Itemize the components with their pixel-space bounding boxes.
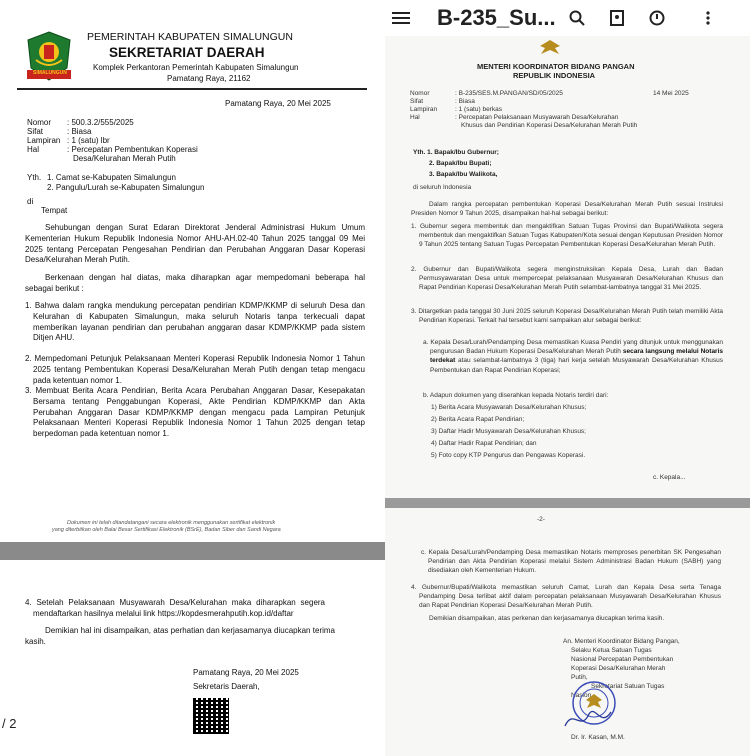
r-item-a	[423, 338, 723, 375]
r-doc-1: 1) Berita Acara Musyawarah Desa/Kelurahan Khusus;	[431, 404, 587, 411]
signature-date: Pamatang Raya, 20 Mei 2025	[193, 668, 299, 677]
r-sifat-label: Sifat	[410, 98, 424, 105]
r-sig-7: Nasion	[571, 692, 592, 699]
gov-heading: PEMERINTAH KABUPATEN SIMALUNGUN	[87, 31, 293, 43]
r-page-number: -2-	[537, 516, 545, 523]
r-item-a-text: a. Kepala Desa/Lurah/Pendamping Desa memastikan Kuasa Pendiri yang ditunjuk untuk menggunakan pengurusan Badan Hukum Koperasi Desa/Kelurahan Merah Putih	[423, 339, 723, 356]
r-recipient-2: 2. Bapak/Ibu Bupati;	[429, 160, 492, 167]
e-sign-footnote-1: Dokumen ini telah ditandatangani secara elektronik menggunakan sertifikat elektronik	[67, 520, 276, 526]
list-item-1: 1. Bahwa dalam rangka mendukung percepatan pendirian KDMP/KKMP di seluruh Desa dan Kelurahan di Kabupaten Simalungun, maka seluruh Notaris tanpa terkecuali dapat memberikan layanan pendirian dan perubahan anggaran dasar KDMP/KKMP pada sistem Ditjen AHU.	[25, 301, 365, 343]
paragraph-2: Berkenaan dengan hal diatas, maka diharapkan agar mempedomani beberapa hal sebagai berikut :	[25, 273, 365, 293]
r-hal-value-2: Khusus dan Pendirian Koperasi Desa/Kelurahan Merah Putih	[461, 122, 638, 129]
r-letter-date: 14 Mei 2025	[653, 90, 689, 97]
paragraph-1: Sehubungan dengan Surat Edaran Direktorat Jenderal Administrasi Hukum Umum Kementerian Hukum Republik Indonesia Nomor AHU-AH.02-40 Tahun 2025 tanggal 09 Mei 2025 tentang Percepatan Pengesahan Pendirian dan Perubahan Anggaran Dasar Koperasi Desa/Kelurahan Merah Putih.	[25, 223, 365, 265]
r-sig-4: Koperasi Desa/Kelurahan Merah	[571, 665, 666, 672]
r-recipient-1: Yth. 1. Bapak/Ibu Gubernur;	[413, 149, 499, 156]
r-lampiran-value: : 1 (satu) berkas	[455, 106, 502, 113]
r-sifat-value: : Biasa	[455, 98, 475, 105]
recipient-1: 1. Camat se-Kabupaten Simalungun	[47, 173, 176, 182]
header-rule	[17, 88, 367, 90]
list-item-2: 2. Mempedomani Petunjuk Pelaksanaan Menteri Koperasi Republik Indonesia Nomor 1 Tahun 2025 tentang Pembentukan Koperasi Desa/Kelurahan Merah Putih dengan tetap mengacu pada ketentuan nomor 1.	[25, 354, 365, 385]
r-doc-3: 3) Daftar Hadir Musyawarah Desa/Kelurahan Khusus;	[431, 428, 586, 435]
list-item-4: 4. Setelah Pelaksanaan Musyawarah Desa/Kelurahan maka diharapkan segera mendaftarkan hasilnya melalui link https://kopdesmerahputih.kop.id/daftar	[25, 598, 325, 618]
more-vertical-icon[interactable]	[701, 8, 715, 28]
r-di-label: di seluruh Indonesia	[413, 184, 472, 191]
qr-code	[193, 698, 229, 734]
search-icon[interactable]	[567, 8, 587, 28]
r-item-b: b. Adapun dokumen yang diserahkan kepada Notaris terdiri dari:	[423, 392, 609, 399]
timer-icon[interactable]	[647, 8, 667, 28]
page-indicator: / 2	[2, 716, 17, 731]
simalungun-logo: SIMALUNGUN	[24, 30, 74, 84]
r-item-1: 1. Gubernur segera membentuk dan mengaktifkan Satuan Tugas Provinsi dan Bupati/Walikota segera membentuk dan mengaktifkan Satuan Tugas Kabupaten/Kota sesuai dengan Keputusan Presiden Nomor 9 Tahun 2025 tentang Satuan Tugas Percepatan Pembentukan Koperasi Desa/Kelurahan Merah Putih.	[411, 223, 723, 249]
r-lampiran-label: Lampiran	[410, 106, 438, 113]
lampiran-value: : 1 (satu) lbr	[67, 136, 110, 145]
yth-label: Yth.	[27, 173, 42, 182]
r-sig-2: Selaku Ketua Satuan Tugas	[571, 647, 652, 654]
r-sig-6: Sekretariat Satuan Tugas	[591, 683, 665, 690]
office-heading: SEKRETARIAT DAERAH	[109, 45, 265, 60]
signature-scribble	[561, 704, 621, 734]
hal-value-1: : Percepatan Pembentukan Koperasi	[67, 145, 198, 154]
hal-label: Hal	[27, 145, 40, 154]
viewer-title: B-235_Su...	[437, 5, 556, 30]
r-closing: Demikian disampaikan, atas perkenan dan kerjasamanya diucapkan terima kasih.	[429, 615, 665, 622]
letter-page-1-simalungun	[7, 20, 377, 542]
ministry-line-2: REPUBLIK INDONESIA	[513, 71, 596, 80]
r-item-4: 4. Gubernur/Bupati/Walikota memastikan seluruh Camat, Lurah dan Kepala Desa serta Tenaga Pendamping Desa terlibat aktif dalam percepatan pelaksanaan Musyawarah Desa/Kelurahan Khusus dan Rapat Pendirian Koperasi Desa/Kelurahan Merah Putih.	[411, 584, 721, 610]
e-sign-footnote-2: yang diterbitkan oleh Balai Besar Sertifikasi Elektronik (BSrE), Badan Siber dan Sandi Negara	[52, 527, 281, 533]
hal-value-2: Desa/Kelurahan Merah Putih	[73, 154, 176, 163]
sifat-label: Sifat	[27, 127, 44, 136]
garuda-emblem	[537, 38, 563, 58]
r-nomor-label: Nomor	[410, 90, 430, 97]
ministry-line-1: MENTERI KOORDINATOR BIDANG PANGAN	[477, 62, 635, 71]
r-item-c: c. Kepala Desa/Lurah/Pendamping Desa memastikan Notaris memproses penerbitan SK Pengesahan Pendirian dan Akta Pendirian Koperasi melalui Sistem Administrasi Badan Hukum (SABH) yang disediakan oleh Kementerian Hukum.	[421, 549, 721, 575]
r-item-3: 3. Ditargetkan pada tanggal 30 Juni 2025 seluruh Koperasi Desa/Kelurahan Merah Putih telah memiliki Akta Pendirian Koperasi. Terkait hal tersebut kami sampaikan alur sebagai berikut:	[411, 308, 723, 325]
tempat-label: Tempat	[41, 206, 68, 215]
r-sig-5: Putih,	[571, 674, 588, 681]
letter-date: Pamatang Raya, 20 Mei 2025	[225, 99, 331, 108]
r-doc-5: 5) Foto copy KTP Pengurus dan Pengawas Koperasi.	[431, 452, 586, 459]
viewer-toolbar	[385, 0, 750, 36]
letter-page-2-simalungun	[7, 560, 377, 756]
r-recipient-3: 3. Bapak/Ibu Walikota,	[429, 171, 498, 178]
pdf-viewer-page-2	[385, 508, 750, 756]
r-item-a-bold: secara langsung melalui Notaris terdekat	[430, 348, 724, 365]
nomor-label: Nomor	[27, 118, 52, 127]
r-doc-2: 2) Berita Acara Rapat Pendirian;	[431, 416, 525, 423]
r-signer: Dr. Ir. Kasan, M.M.	[571, 734, 625, 741]
r-intro: Dalam rangka percepatan pembentukan Koperasi Desa/Kelurahan Merah Putih sesuai Instruksi Presiden Nomor 9 Tahun 2025, disampaikan hal-hal sebagai berikut:	[411, 201, 723, 218]
closing-paragraph: Demikian hal ini disampaikan, atas perhatian dan kerjasamanya diucapkan terima kasih.	[25, 626, 335, 646]
sifat-value: : Biasa	[67, 127, 92, 136]
page-gap-left	[0, 542, 385, 560]
r-nomor-value: : B-235/SES.M.PANGAN/SD/05/2025	[455, 90, 563, 97]
r-sig-3: Nasional Percepatan Pembentukan	[571, 656, 674, 663]
address-line-2: Pamatang Raya, 21162	[167, 74, 251, 83]
lampiran-label: Lampiran	[27, 136, 61, 145]
di-label: di	[27, 197, 34, 206]
address-line-1: Komplek Perkantoran Pemerintah Kabupaten Simalungun	[93, 63, 299, 72]
list-item-3: 3. Membuat Berita Acara Pendirian, Berita Acara Perubahan Anggaran Dasar, Kesepakatan Bersama tentang Penggabungan Koperasi, Akte Pendirian KDMP/KKMP dan Akta Perubahan Anggaran Dasar KDMP/KKMP dengan mengacu pada Lampiran Petunjuk Pelaksanaan Menteri Koperasi Republik Indonesia Nomor 1 Tahun 2025 dengan tetap berpedoman pada ketentuan nomor 1.	[25, 386, 365, 439]
nomor-value: : 500.3.2/555/2025	[67, 118, 134, 127]
pdf-viewer-page-1	[385, 0, 750, 498]
r-doc-4: 4) Daftar Hadir Rapat Pendirian; dan	[431, 440, 537, 447]
bookmark-icon[interactable]	[607, 8, 627, 28]
r-item-2: 2. Gubernur dan Bupati/Walikota segera menginstruksikan Kepala Desa, Lurah dan Badan Permusyawaratan Desa untuk mempercepat pelaksanaan Musyawarah Desa/Kelurahan Khusus dan Rapat Pendirian Koperasi Desa/Kelurahan Merah Putih selambat-lambatnya tanggal 31 Mei 2025.	[411, 266, 723, 292]
r-hal-label: Hal	[410, 114, 420, 121]
page-gap-right	[385, 498, 750, 508]
recipient-2: 2. Pangulu/Lurah se-Kabupaten Simalungun	[47, 183, 205, 192]
r-continued: c. Kepala...	[653, 474, 686, 481]
menu-icon[interactable]	[391, 8, 411, 28]
r-sig-1: An. Menteri Koordinator Bidang Pangan,	[563, 638, 680, 645]
r-item-a-text-end: atau selambat-lambatnya 3 (tiga) hari kerja setelah Musyawarah Desa/Kelurahan Khusus Pembentukan dan Rapat Pendirian Koperasi;	[430, 357, 723, 374]
r-hal-value-1: : Percepatan Pelaksanaan Musyawarah Desa/Kelurahan	[455, 114, 619, 121]
signature-title: Sekretaris Daerah,	[193, 682, 260, 691]
